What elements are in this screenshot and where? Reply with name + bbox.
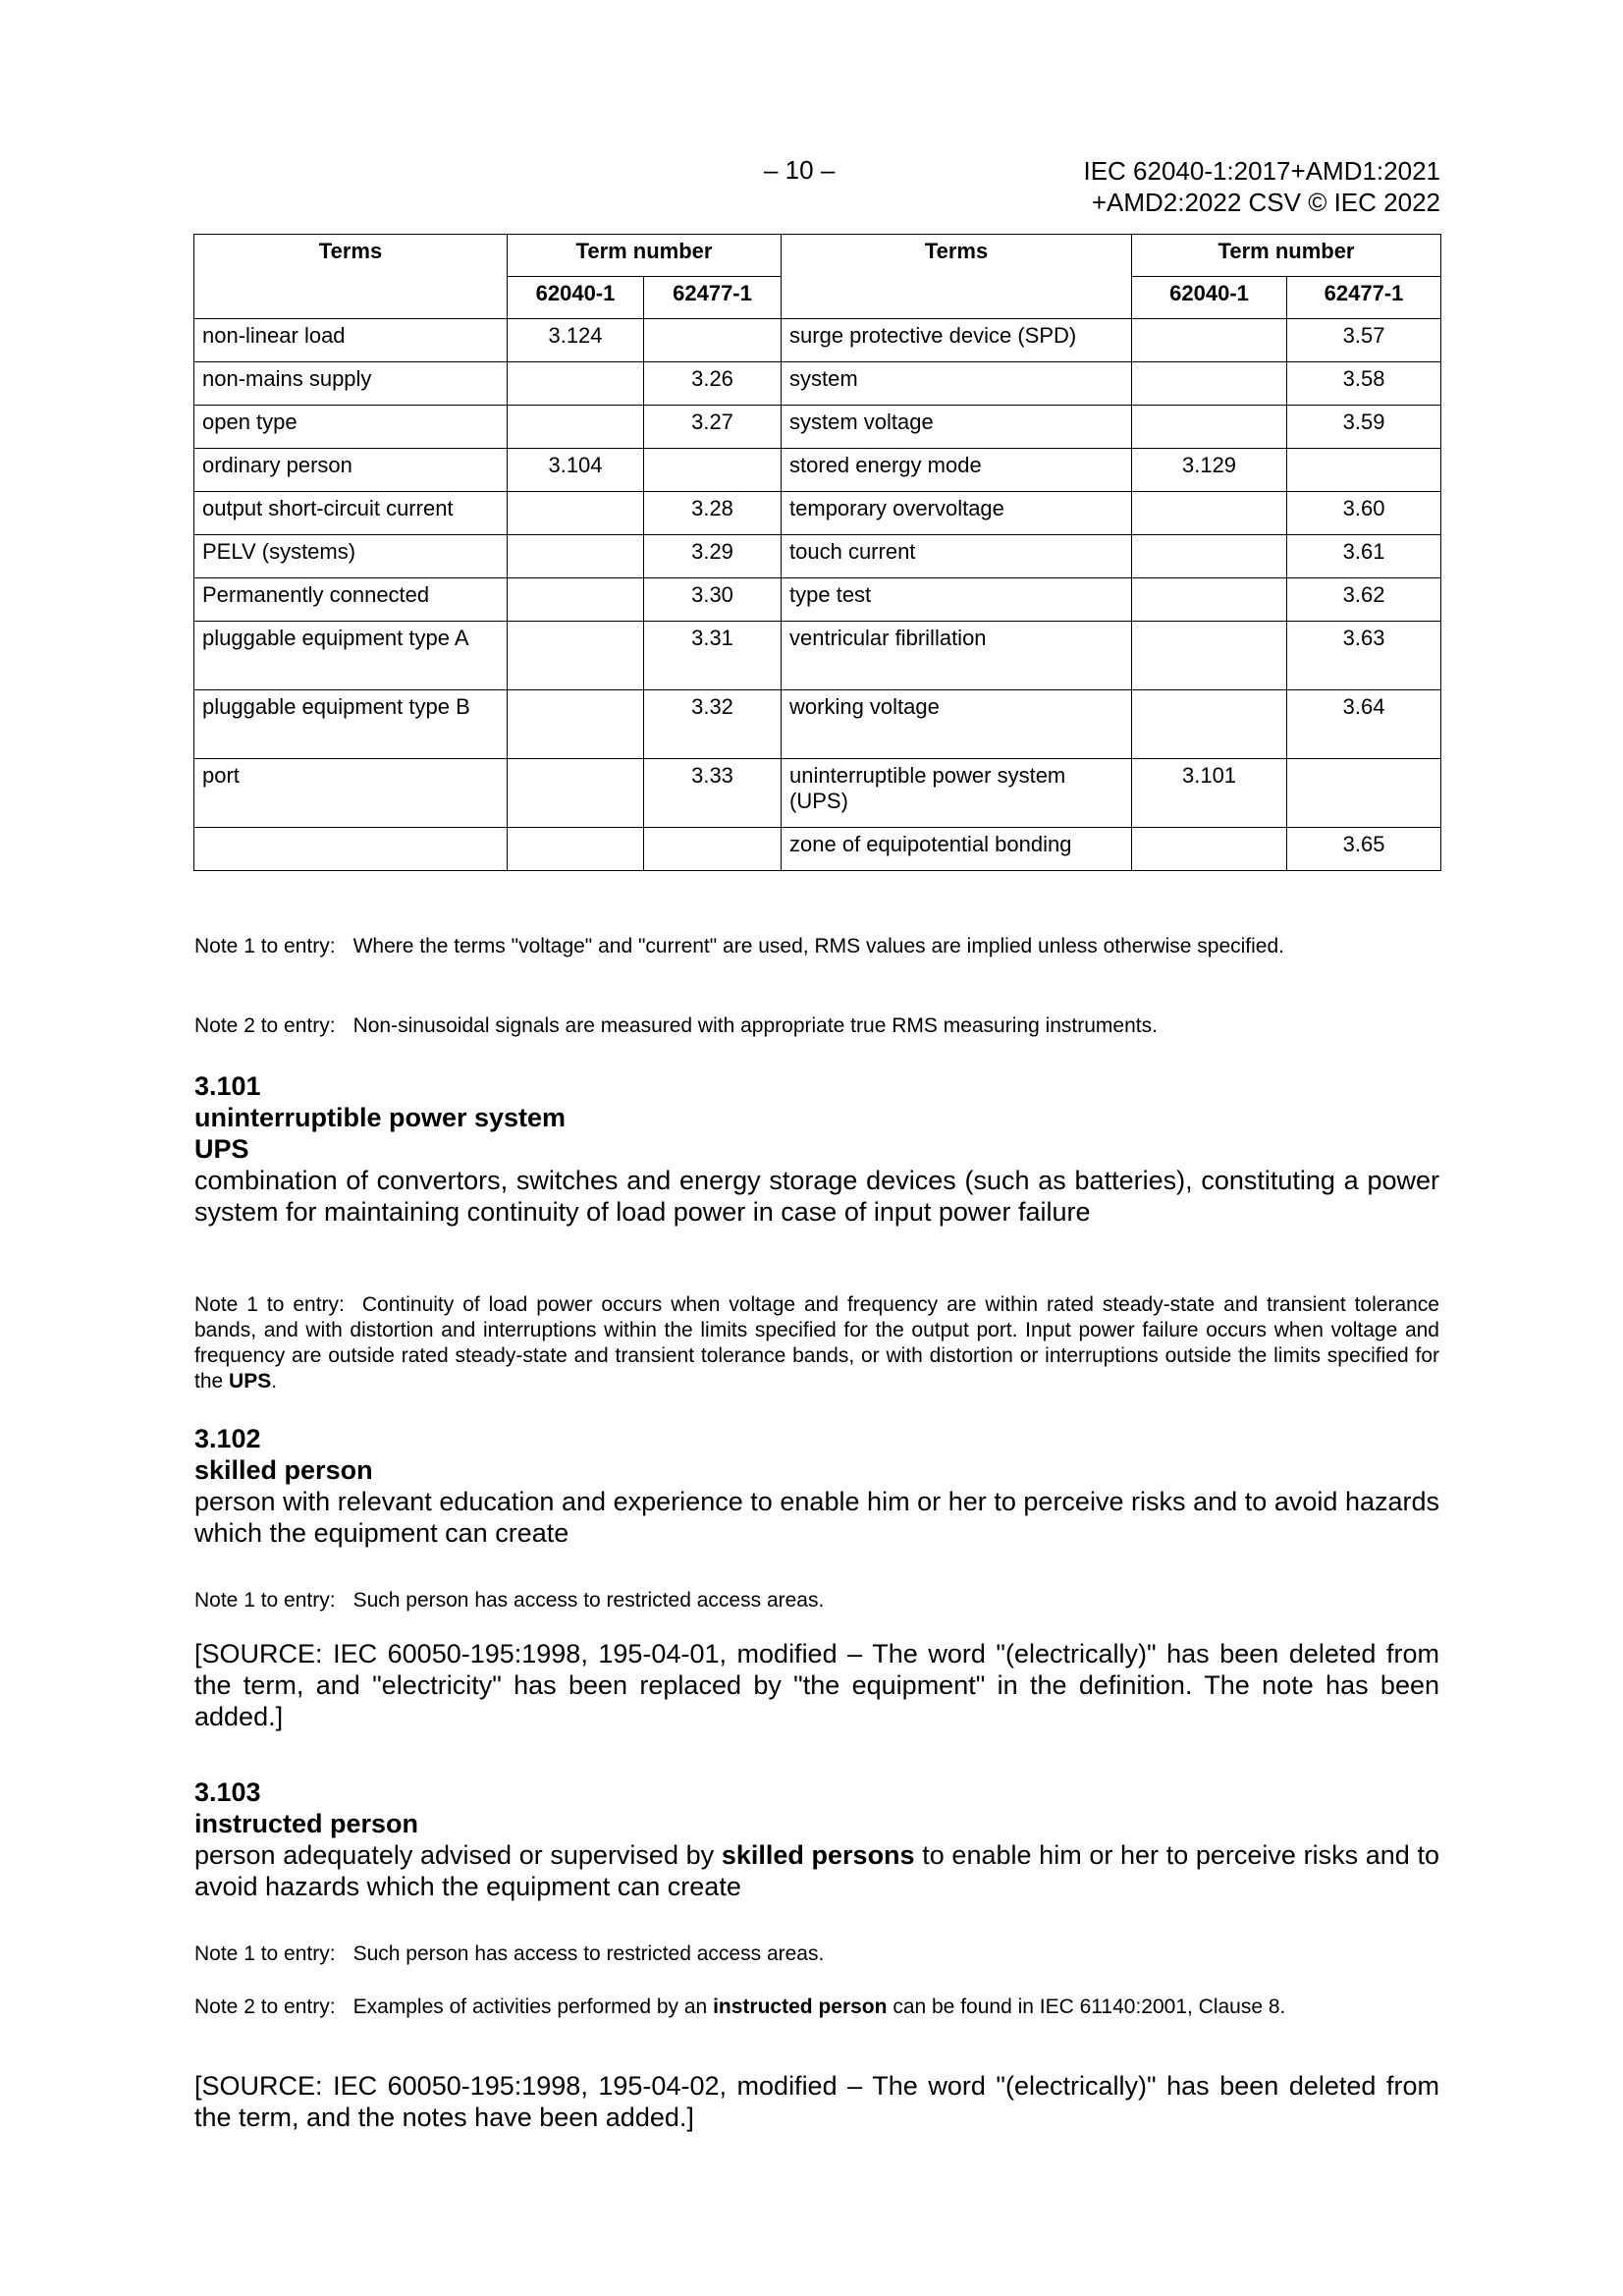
left-62477-cell: 3.32 — [644, 690, 782, 759]
left-62477-cell: 3.27 — [644, 406, 782, 449]
note-text: Continuity of load power occurs when voltage and frequency are within rated steady-state and transient tolerance bands, and with distortion and interruptions within the limits specified for the output port. Input power failure occurs when voltage and frequency are outside rated steady-state and transient tolerance bands, or with distortion or interruptions outside the limits specified for the — [194, 1293, 1439, 1393]
left-term-cell — [194, 828, 508, 871]
header-term-number-right: Term number — [1132, 235, 1441, 277]
table-row — [194, 578, 1441, 622]
left-62477-cell — [644, 319, 782, 362]
entry-number: 3.102 — [194, 1424, 261, 1453]
right-62040-cell — [1132, 535, 1287, 578]
entry-3103-note-1 — [194, 1941, 1439, 1967]
right-term-cell: working voltage — [782, 690, 1132, 759]
note-label: Note 1 to entry: — [194, 935, 336, 957]
left-62477-cell: 3.29 — [644, 535, 782, 578]
left-62040-cell — [508, 535, 644, 578]
entry-number: 3.103 — [194, 1777, 261, 1807]
right-62477-cell — [1287, 759, 1441, 828]
document-reference — [1083, 155, 1440, 218]
header-62040-left: 62040-1 — [508, 277, 644, 319]
right-62040-cell — [1132, 690, 1287, 759]
entry-3103-note-2 — [194, 1995, 1439, 2020]
left-62040-cell — [508, 828, 644, 871]
left-term-cell: port — [194, 759, 508, 828]
note-text: Such person has access to restricted access areas. — [352, 1942, 825, 1965]
note-text: Examples of activities performed by an — [352, 1995, 708, 2018]
left-62477-cell: 3.26 — [644, 362, 782, 406]
right-62477-cell: 3.64 — [1287, 690, 1441, 759]
note-label: Note 2 to entry: — [194, 1995, 336, 2018]
left-term-cell: non-linear load — [194, 319, 508, 362]
right-62040-cell — [1132, 319, 1287, 362]
left-62040-cell — [508, 492, 644, 535]
doc-ref-line-1: IEC 62040-1:2017+AMD1:2021 — [1083, 156, 1440, 186]
right-62040-cell — [1132, 406, 1287, 449]
entry-3101-definition: combination of convertors, switches and energy storage devices (such as batteries), constituting a power system for maintaining continuity of load power in case of input power failure — [194, 1166, 1439, 1227]
entry-3101-note — [194, 1292, 1439, 1394]
doc-ref-line-2: +AMD2:2022 CSV © IEC 2022 — [1091, 188, 1440, 217]
table-row — [194, 828, 1441, 871]
header-terms-left: Terms — [194, 235, 508, 319]
left-62040-cell — [508, 759, 644, 828]
entry-term: instructed person — [194, 1809, 419, 1838]
right-62477-cell: 3.61 — [1287, 535, 1441, 578]
table-row — [194, 492, 1441, 535]
left-62040-cell: 3.104 — [508, 449, 644, 492]
note-text: Where the terms "voltage" and "current" are used, RMS values are implied unless otherwise specified. — [352, 935, 1285, 957]
left-62040-cell — [508, 578, 644, 622]
note-bold-term: instructed person — [713, 1995, 888, 2018]
right-term-cell: temporary overvoltage — [782, 492, 1132, 535]
right-62477-cell: 3.57 — [1287, 319, 1441, 362]
right-term-cell: surge protective device (SPD) — [782, 319, 1132, 362]
entry-3103-header — [194, 1777, 418, 1839]
entry-3102-definition: person with relevant education and experience to enable him or her to perceive risks and to avoid hazards which the equipment can create — [194, 1487, 1439, 1548]
note-label: Note 1 to entry: — [194, 1589, 336, 1612]
table-row — [194, 319, 1441, 362]
left-62040-cell — [508, 690, 644, 759]
left-term-cell: output short-circuit current — [194, 492, 508, 535]
table-row — [194, 449, 1441, 492]
left-term-cell: non-mains supply — [194, 362, 508, 406]
left-62477-cell: 3.30 — [644, 578, 782, 622]
entry-term: uninterruptible power system — [194, 1103, 567, 1132]
right-62477-cell: 3.62 — [1287, 578, 1441, 622]
right-62477-cell: 3.59 — [1287, 406, 1441, 449]
left-62477-cell — [644, 828, 782, 871]
intro-note-1 — [194, 934, 1439, 959]
left-62477-cell: 3.31 — [644, 622, 782, 690]
right-62040-cell — [1132, 828, 1287, 871]
left-62477-cell: 3.28 — [644, 492, 782, 535]
right-term-cell: uninterruptible power system (UPS) — [782, 759, 1132, 828]
right-62040-cell — [1132, 362, 1287, 406]
entry-number: 3.101 — [194, 1071, 261, 1101]
entry-3101-header — [194, 1070, 566, 1165]
note-end: . — [271, 1370, 278, 1393]
right-term-cell: stored energy mode — [782, 449, 1132, 492]
left-62040-cell — [508, 406, 644, 449]
header-62477-left: 62477-1 — [644, 277, 782, 319]
entry-term: skilled person — [194, 1455, 373, 1485]
note-text: Non-sinusoidal signals are measured with appropriate true RMS measuring instruments. — [352, 1014, 1158, 1037]
note-text-end: can be found in IEC 61140:2001, Clause 8. — [893, 1995, 1286, 2018]
note-label: Note 2 to entry: — [194, 1014, 336, 1037]
table-row — [194, 690, 1441, 759]
left-term-cell: ordinary person — [194, 449, 508, 492]
right-62477-cell: 3.63 — [1287, 622, 1441, 690]
right-62477-cell — [1287, 449, 1441, 492]
left-term-cell: Permanently connected — [194, 578, 508, 622]
left-term-cell: open type — [194, 406, 508, 449]
page-number: – 10 – — [764, 155, 836, 185]
table-row — [194, 759, 1441, 828]
left-term-cell: PELV (systems) — [194, 535, 508, 578]
entry-3103-definition — [194, 1839, 1439, 1902]
definition-bold-term: skilled persons — [721, 1840, 915, 1870]
right-62040-cell — [1132, 492, 1287, 535]
header-term-number-left: Term number — [508, 235, 782, 277]
header-62040-right: 62040-1 — [1132, 277, 1287, 319]
note-bold-term: UPS — [229, 1370, 272, 1393]
right-62477-cell: 3.60 — [1287, 492, 1441, 535]
right-term-cell: type test — [782, 578, 1132, 622]
entry-3102-source: [SOURCE: IEC 60050-195:1998, 195-04-01, modified – The word "(electrically)" has been deleted from the term, and "electricity" has been replaced by "the equipment" in the definition. The note has been added.] — [194, 1639, 1439, 1731]
right-term-cell: touch current — [782, 535, 1132, 578]
note-text: Such person has access to restricted access areas. — [352, 1589, 825, 1612]
left-62477-cell — [644, 449, 782, 492]
entry-3102-note — [194, 1588, 1439, 1613]
header-62477-right: 62477-1 — [1287, 277, 1441, 319]
note-label: Note 1 to entry: — [194, 1942, 336, 1965]
left-62477-cell: 3.33 — [644, 759, 782, 828]
entry-3102-header — [194, 1423, 373, 1486]
left-term-cell: pluggable equipment type B — [194, 690, 508, 759]
right-62040-cell: 3.101 — [1132, 759, 1287, 828]
right-term-cell: zone of equipotential bonding — [782, 828, 1132, 871]
right-term-cell: system voltage — [782, 406, 1132, 449]
table-row — [194, 622, 1441, 690]
right-62040-cell — [1132, 578, 1287, 622]
terms-table — [193, 234, 1441, 871]
left-62040-cell: 3.124 — [508, 319, 644, 362]
table-row — [194, 406, 1441, 449]
right-62040-cell — [1132, 622, 1287, 690]
table-row — [194, 362, 1441, 406]
left-62040-cell — [508, 362, 644, 406]
table-row — [194, 535, 1441, 578]
note-label: Note 1 to entry: — [194, 1293, 345, 1316]
right-62477-cell: 3.65 — [1287, 828, 1441, 871]
right-62477-cell: 3.58 — [1287, 362, 1441, 406]
left-term-cell: pluggable equipment type A — [194, 622, 508, 690]
right-term-cell: system — [782, 362, 1132, 406]
right-62040-cell: 3.129 — [1132, 449, 1287, 492]
definition-text-end: to enable him or her to perceive risks and to avoid hazards which the equipment can create — [194, 1840, 1439, 1901]
definition-text: person adequately advised or supervised by — [194, 1840, 715, 1870]
intro-note-2 — [194, 1013, 1439, 1039]
entry-abbreviation: UPS — [194, 1134, 249, 1164]
header-terms-right: Terms — [782, 235, 1132, 319]
left-62040-cell — [508, 622, 644, 690]
right-term-cell: ventricular fibrillation — [782, 622, 1132, 690]
entry-3103-source: [SOURCE: IEC 60050-195:1998, 195-04-02, modified – The word "(electrically)" has been deleted from the term, and the notes have been added.] — [194, 2071, 1439, 2132]
